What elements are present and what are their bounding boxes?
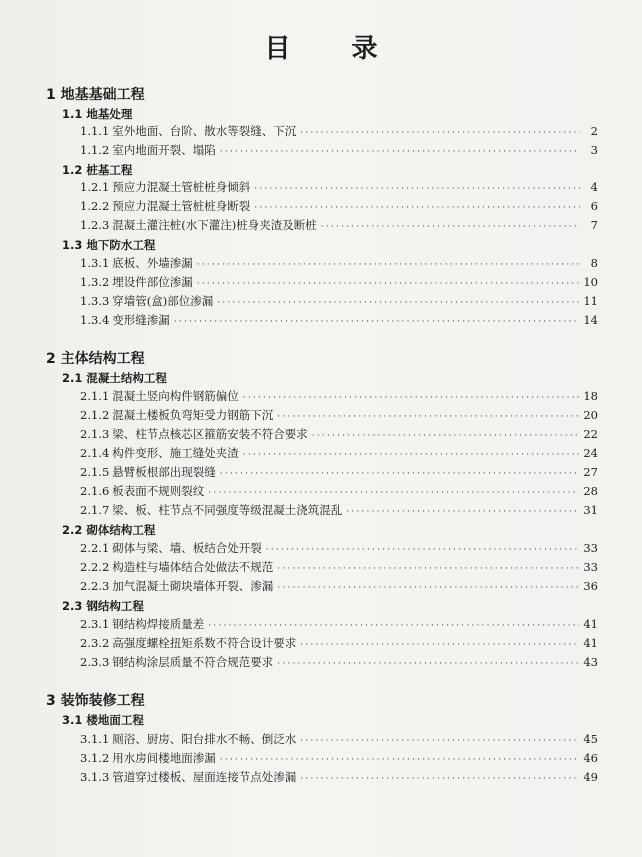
entry-number: 2.3.2 bbox=[80, 636, 110, 650]
entry-page: 45 bbox=[583, 732, 598, 746]
entry-number: 2.1.1 bbox=[80, 389, 110, 403]
entry-page: 46 bbox=[583, 751, 598, 765]
entry-title: 穿墙管(盒)部位渗漏 bbox=[112, 294, 214, 308]
entry-title: 厕浴、厨房、阳台排水不畅、倒泛水 bbox=[112, 732, 297, 746]
dot-leader bbox=[208, 621, 579, 631]
dot-leader bbox=[300, 128, 580, 138]
dot-leader bbox=[217, 298, 579, 308]
dot-leader bbox=[174, 317, 580, 327]
entry-title: 底板、外墙渗漏 bbox=[112, 256, 193, 270]
entry-title: 构造柱与墙体结合处做法不规范 bbox=[112, 560, 274, 574]
entry-page: 33 bbox=[583, 541, 598, 555]
entry-page: 20 bbox=[583, 408, 598, 422]
entry-page: 31 bbox=[583, 503, 598, 517]
toc-entry[interactable] bbox=[80, 274, 598, 290]
entry-title: 高强度螺栓扭矩系数不符合设计要求 bbox=[112, 636, 297, 650]
entry-page: 8 bbox=[590, 256, 598, 270]
entry-page: 22 bbox=[583, 427, 598, 441]
chapter-heading[interactable]: 3 装饰装修工程 bbox=[46, 693, 145, 709]
entry-title: 梁、柱节点核芯区箍筋安装不符合要求 bbox=[112, 427, 308, 441]
toc-entry[interactable] bbox=[80, 312, 598, 328]
toc-entry[interactable] bbox=[80, 616, 598, 632]
entry-page: 36 bbox=[583, 579, 598, 593]
entry-page: 3 bbox=[590, 143, 598, 157]
entry-number: 2.1.4 bbox=[80, 446, 110, 460]
entry-title: 管道穿过楼板、屋面连接节点处渗漏 bbox=[112, 770, 297, 784]
dot-leader bbox=[312, 431, 580, 441]
entry-title: 室外地面、台阶、散水等裂缝、下沉 bbox=[112, 124, 297, 138]
entry-page: 24 bbox=[583, 446, 598, 460]
entry-number: 2.1.7 bbox=[80, 503, 110, 517]
toc-entry[interactable] bbox=[80, 464, 598, 480]
dot-leader bbox=[254, 203, 580, 213]
entry-number: 2.2.1 bbox=[80, 541, 110, 555]
entry-page: 33 bbox=[583, 560, 598, 574]
dot-leader bbox=[266, 545, 580, 555]
toc-entry[interactable] bbox=[80, 217, 598, 233]
dot-leader bbox=[254, 184, 580, 194]
entry-number: 3.1.2 bbox=[80, 751, 110, 765]
entry-title: 变形缝渗漏 bbox=[112, 313, 170, 327]
toc-entry[interactable] bbox=[80, 293, 598, 309]
entry-title: 混凝土竖向构件钢筋偏位 bbox=[112, 389, 239, 403]
dot-leader bbox=[321, 222, 580, 232]
toc-entry[interactable] bbox=[80, 388, 598, 404]
entry-title: 构件变形、施工缝处夹渣 bbox=[112, 446, 239, 460]
dot-leader bbox=[300, 736, 579, 746]
dot-leader bbox=[277, 564, 579, 574]
entry-number: 1.3.3 bbox=[80, 294, 110, 308]
entry-page: 4 bbox=[590, 180, 598, 194]
toc-entry[interactable] bbox=[80, 635, 598, 651]
entry-page: 27 bbox=[583, 465, 598, 479]
section-heading[interactable]: 3.1 楼地面工程 bbox=[62, 713, 144, 727]
toc-entry[interactable] bbox=[80, 445, 598, 461]
entry-number: 1.3.1 bbox=[80, 256, 110, 270]
toc-entry[interactable] bbox=[80, 578, 598, 594]
entry-title: 预应力混凝土管桩桩身断裂 bbox=[112, 199, 251, 213]
toc-entry[interactable] bbox=[80, 769, 598, 785]
dot-leader bbox=[300, 640, 579, 650]
dot-leader bbox=[220, 755, 580, 765]
toc-entry[interactable] bbox=[80, 426, 598, 442]
toc-entry[interactable] bbox=[80, 731, 598, 747]
entry-number: 1.1.1 bbox=[80, 124, 110, 138]
entry-number: 1.2.2 bbox=[80, 199, 110, 213]
dot-leader bbox=[277, 659, 579, 669]
entry-title: 混凝土楼板负弯矩受力钢筋下沉 bbox=[112, 408, 274, 422]
entry-title: 室内地面开裂、塌陷 bbox=[112, 143, 216, 157]
dot-leader bbox=[197, 260, 580, 270]
toc-entry[interactable] bbox=[80, 540, 598, 556]
entry-title: 悬臂板根部出现裂缝 bbox=[112, 465, 216, 479]
toc-entry[interactable] bbox=[80, 502, 598, 518]
dot-leader bbox=[243, 450, 580, 460]
entry-page: 11 bbox=[583, 294, 598, 308]
entry-number: 2.3.1 bbox=[80, 617, 110, 631]
entry-page: 10 bbox=[583, 275, 598, 289]
toc-entry[interactable] bbox=[80, 654, 598, 670]
entry-number: 1.3.4 bbox=[80, 313, 110, 327]
dot-leader bbox=[220, 147, 580, 157]
toc-entry[interactable] bbox=[80, 750, 598, 766]
entry-title: 预应力混凝土管桩桩身倾斜 bbox=[112, 180, 251, 194]
entry-page: 14 bbox=[583, 313, 598, 327]
dot-leader bbox=[277, 412, 579, 422]
dot-leader bbox=[300, 774, 579, 784]
entry-title: 砌体与梁、墙、板结合处开裂 bbox=[112, 541, 262, 555]
entry-page: 41 bbox=[583, 636, 598, 650]
toc-entry[interactable] bbox=[80, 407, 598, 423]
dot-leader bbox=[243, 393, 580, 403]
toc-entry[interactable] bbox=[80, 255, 598, 271]
entry-page: 6 bbox=[590, 199, 598, 213]
entry-page: 7 bbox=[590, 218, 598, 232]
entry-title: 梁、板、柱节点不同强度等级混凝土浇筑混乱 bbox=[112, 503, 343, 517]
toc-entry[interactable] bbox=[80, 179, 598, 195]
entry-number: 2.2.3 bbox=[80, 579, 110, 593]
entry-page: 49 bbox=[583, 770, 598, 784]
chapter-heading[interactable]: 1 地基基础工程 bbox=[46, 87, 145, 103]
section-heading[interactable]: 2.1 混凝土结构工程 bbox=[62, 371, 167, 385]
chapter-heading[interactable]: 2 主体结构工程 bbox=[46, 351, 145, 367]
entry-page: 41 bbox=[583, 617, 598, 631]
entry-number: 2.2.2 bbox=[80, 560, 110, 574]
entry-number: 1.3.2 bbox=[80, 275, 110, 289]
entry-page: 28 bbox=[583, 484, 598, 498]
toc-entry[interactable] bbox=[80, 123, 598, 139]
dot-leader bbox=[346, 507, 579, 517]
dot-leader bbox=[277, 583, 579, 593]
entry-title: 埋设件部位渗漏 bbox=[112, 275, 193, 289]
dot-leader bbox=[197, 279, 580, 289]
entry-number: 2.1.2 bbox=[80, 408, 110, 422]
entry-page: 2 bbox=[590, 124, 598, 138]
entry-number: 2.1.3 bbox=[80, 427, 110, 441]
entry-title: 用水房间楼地面渗漏 bbox=[112, 751, 216, 765]
section-heading[interactable]: 1.1 地基处理 bbox=[62, 107, 133, 121]
toc-entry[interactable] bbox=[80, 198, 598, 214]
entry-number: 2.1.5 bbox=[80, 465, 110, 479]
entry-number: 1.2.1 bbox=[80, 180, 110, 194]
entry-number: 2.3.3 bbox=[80, 655, 110, 669]
entry-title: 混凝土灌注桩(水下灌注)桩身夹渣及断桩 bbox=[112, 218, 317, 232]
section-heading[interactable]: 2.3 钢结构工程 bbox=[62, 599, 144, 613]
page-title: 目 录 bbox=[264, 34, 404, 64]
entry-page: 18 bbox=[583, 389, 598, 403]
entry-number: 2.1.6 bbox=[80, 484, 110, 498]
toc-entry[interactable] bbox=[80, 559, 598, 575]
entry-title: 板表面不规则裂纹 bbox=[112, 484, 205, 498]
entry-number: 3.1.1 bbox=[80, 732, 110, 746]
entry-number: 1.1.2 bbox=[80, 143, 110, 157]
entry-page: 43 bbox=[583, 655, 598, 669]
entry-number: 1.2.3 bbox=[80, 218, 110, 232]
entry-title: 加气混凝土砌块墙体开裂、渗漏 bbox=[112, 579, 274, 593]
toc-entry[interactable] bbox=[80, 142, 598, 158]
dot-leader bbox=[220, 469, 580, 479]
dot-leader bbox=[208, 488, 579, 498]
section-heading[interactable]: 1.2 桩基工程 bbox=[62, 163, 133, 177]
section-heading[interactable]: 2.2 砌体结构工程 bbox=[62, 523, 156, 537]
entry-number: 3.1.3 bbox=[80, 770, 110, 784]
entry-title: 钢结构涂层质量不符合规范要求 bbox=[112, 655, 274, 669]
entry-title: 钢结构焊接质量差 bbox=[112, 617, 205, 631]
toc-entry[interactable] bbox=[80, 483, 598, 499]
section-heading[interactable]: 1.3 地下防水工程 bbox=[62, 238, 156, 252]
